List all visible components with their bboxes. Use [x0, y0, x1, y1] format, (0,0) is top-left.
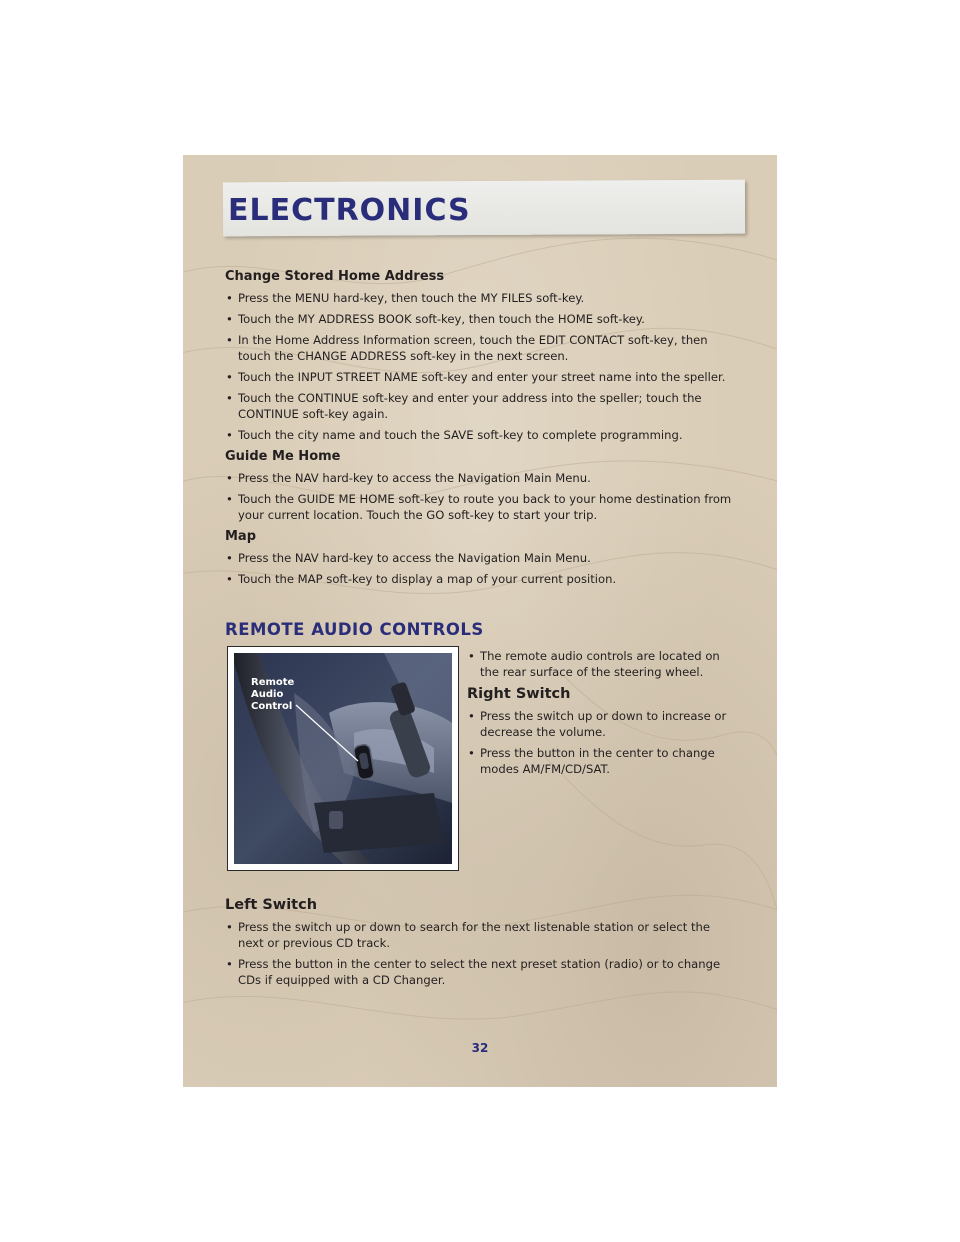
- list-item: • Press the NAV hard-key to access the Navigation Main Menu.: [225, 550, 735, 566]
- list-item: • Press the button in the center to change modes AM/FM/CD/SAT.: [467, 745, 737, 777]
- map-heading: Map: [225, 529, 257, 544]
- list-item: • Press the switch up or down to increase or decrease the volume.: [467, 708, 737, 740]
- remote-audio-details: [467, 648, 737, 783]
- left-switch-section: [225, 893, 735, 994]
- list-item: • In the Home Address Information screen, touch the EDIT CONTACT soft-key, then touch the CHANGE ADDRESS soft-key in the next screen.: [225, 332, 735, 364]
- left-switch-list: [225, 919, 735, 988]
- left-switch-heading: Left Switch: [225, 897, 318, 913]
- list-item: • Press the switch up or down to search for the next listenable station or select the next or previous CD track.: [225, 919, 735, 951]
- list-item: • The remote audio controls are located on the rear surface of the steering wheel.: [467, 648, 737, 680]
- manual-page: [183, 155, 777, 1087]
- list-item: • Touch the MY ADDRESS BOOK soft-key, then touch the HOME soft-key.: [225, 311, 735, 327]
- navigation-instructions: [225, 269, 735, 593]
- list-item: • Touch the MAP soft-key to display a map of your current position.: [225, 571, 735, 587]
- list-item: • Touch the GUIDE ME HOME soft-key to route you back to your home destination from your current location. Touch the GO soft-key to start your trip.: [225, 491, 735, 523]
- right-switch-list: [467, 708, 737, 777]
- page-title: ELECTRONICS: [228, 193, 471, 228]
- map-list: [225, 550, 735, 587]
- guide-home-list: [225, 470, 735, 523]
- list-item: • Press the MENU hard-key, then touch the MY FILES soft-key.: [225, 290, 735, 306]
- change-home-list: [225, 290, 735, 443]
- list-item: • Press the button in the center to select the next preset station (radio) or to change CDs if equipped with a CD Changer.: [225, 956, 735, 988]
- change-home-heading: Change Stored Home Address: [225, 269, 445, 284]
- guide-home-heading: Guide Me Home: [225, 449, 341, 464]
- list-item: • Touch the CONTINUE soft-key and enter your address into the speller; touch the CONTINUE soft-key again.: [225, 390, 735, 422]
- remote-audio-title: REMOTE AUDIO CONTROLS: [225, 620, 484, 639]
- list-item: • Touch the INPUT STREET NAME soft-key and enter your street name into the speller.: [225, 369, 735, 385]
- remote-audio-intro-list: [467, 648, 737, 680]
- list-item: • Press the NAV hard-key to access the Navigation Main Menu.: [225, 470, 735, 486]
- right-switch-heading: Right Switch: [467, 686, 571, 702]
- page-number: 32: [471, 1041, 489, 1055]
- list-item: • Touch the city name and touch the SAVE soft-key to complete programming.: [225, 427, 735, 443]
- steering-wheel-photo: [227, 646, 459, 871]
- photo-callout-label: Remote Audio Control: [251, 677, 295, 712]
